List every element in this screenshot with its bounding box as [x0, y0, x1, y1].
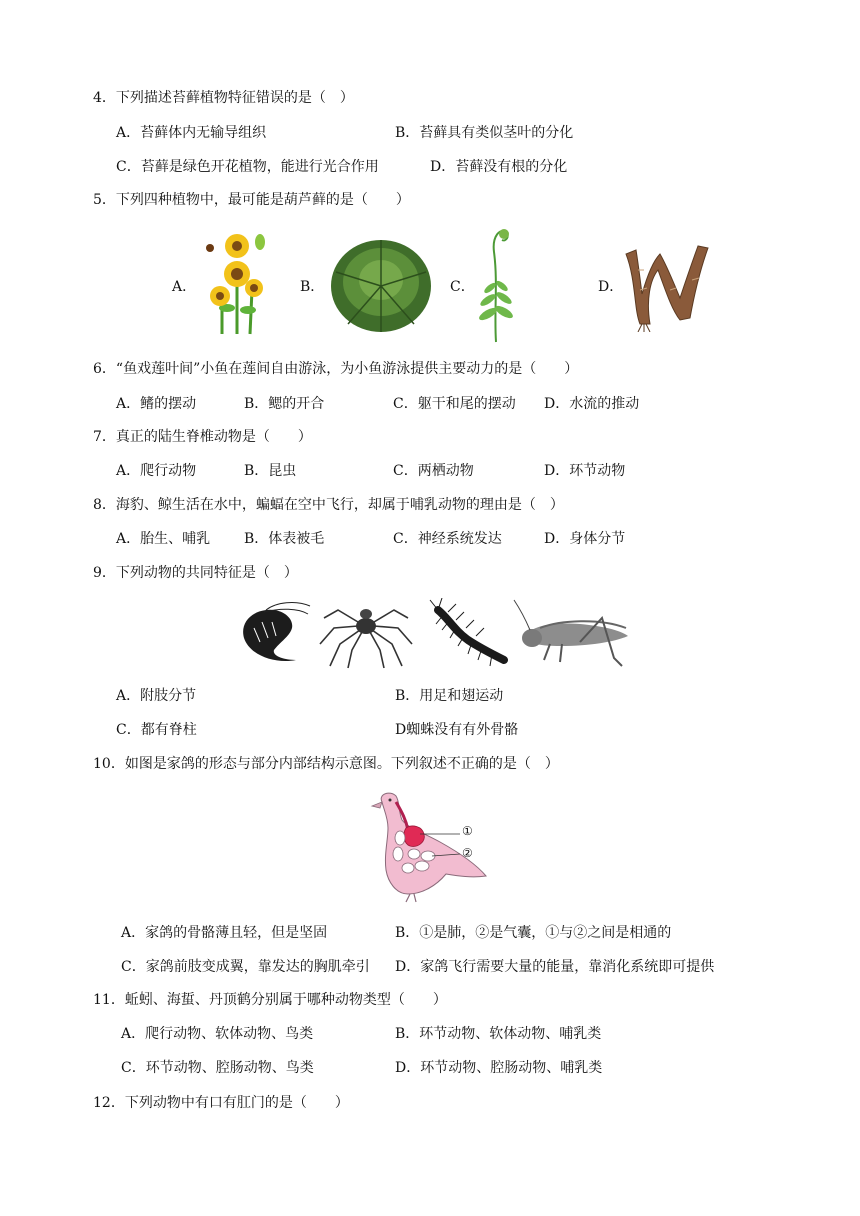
algae-plant-image	[620, 240, 712, 332]
q6-option-a: A．鳍的摆动	[116, 396, 197, 412]
q4-option-d: D．苔藓没有根的分化	[430, 159, 568, 175]
centipede-image	[424, 598, 510, 670]
q9-stem: 9．下列动物的共同特征是（ ）	[93, 565, 298, 581]
q11-option-b: B．环节动物、软体动物、哺乳类	[395, 1026, 602, 1042]
q4-option-c: C．苔藓是绿色开花植物，能进行光合作用	[116, 159, 379, 175]
q11-option-c: C．环节动物、腔肠动物、鸟类	[121, 1060, 314, 1076]
q6-option-b: B．鳃的开合	[244, 396, 325, 412]
moss-clump-image	[328, 232, 434, 336]
shrimp-image	[236, 598, 312, 670]
q6-option-c: C．躯干和尾的摆动	[393, 396, 516, 412]
q11-option-d: D．环节动物、腔肠动物、哺乳类	[395, 1060, 603, 1076]
q7-option-b: B．昆虫	[244, 463, 297, 479]
q10-option-c: C．家鸽前肢变成翼，靠发达的胸肌牵引	[121, 959, 370, 975]
q5-option-b: B．	[300, 279, 325, 295]
q4-option-b: B．苔藓具有类似茎叶的分化	[395, 125, 574, 141]
diagram-label-2: ②	[462, 846, 473, 860]
q4-option-a: A．苔藓体内无输导组织	[116, 125, 267, 141]
spider-image	[316, 600, 416, 670]
q8-option-d: D．身体分节	[544, 531, 626, 547]
q7-option-a: A．爬行动物	[116, 463, 197, 479]
sunflower-image	[200, 230, 270, 336]
q8-option-a: A．胎生、哺乳	[116, 531, 211, 547]
grasshopper-image	[510, 598, 632, 670]
q5-option-d: D．	[598, 279, 624, 295]
q9-option-c: C．都有脊柱	[116, 722, 197, 738]
q6-stem: 6．“鱼戏莲叶间”小鱼在莲间自由游泳，为小鱼游泳提供主要动力的是（ ）	[93, 361, 579, 377]
q10-option-a: A．家鸽的骨骼薄且轻，但是坚固	[121, 925, 328, 941]
q6-option-d: D．水流的推动	[544, 396, 640, 412]
q7-option-c: C．两栖动物	[393, 463, 474, 479]
q9-option-d: D蜘蛛没有有外骨骼	[395, 722, 519, 738]
q8-option-c: C．神经系统发达	[393, 531, 502, 547]
q8-stem: 8．海豹、鲸生活在水中，蝙蝠在空中飞行，却属于哺乳动物的理由是（ ）	[93, 497, 564, 513]
q7-option-d: D．环节动物	[544, 463, 626, 479]
q10-option-b: B．①是肺，②是气囊，①与②之间是相通的	[395, 925, 672, 941]
q10-stem: 10．如图是家鸽的形态与部分内部结构示意图。下列叙述不正确的是（ ）	[93, 756, 559, 772]
moss-plant-image	[470, 222, 522, 346]
q11-stem: 11．蚯蚓、海蜇、丹顶鹤分别属于哪种动物类型（ ）	[93, 992, 447, 1008]
q4-stem: 4．下列描述苔藓植物特征错误的是（ ）	[93, 90, 354, 106]
q5-option-c: C．	[450, 279, 475, 295]
q7-stem: 7．真正的陆生脊椎动物是（ ）	[93, 429, 312, 445]
q11-option-a: A．爬行动物、软体动物、鸟类	[121, 1026, 314, 1042]
q12-stem: 12．下列动物中有口有肛门的是（ ）	[93, 1095, 349, 1111]
q10-option-d: D．家鸽飞行需要大量的能量，靠消化系统即可提供	[395, 959, 715, 975]
q8-option-b: B．体表被毛	[244, 531, 325, 547]
diagram-label-1: ①	[462, 824, 473, 838]
q9-option-a: A．附肢分节	[116, 688, 197, 704]
q9-option-b: B．用足和翅运动	[395, 688, 504, 704]
q5-option-a: A．	[172, 279, 197, 295]
q5-stem: 5．下列四种植物中，最可能是葫芦藓的是（ ）	[93, 192, 410, 208]
